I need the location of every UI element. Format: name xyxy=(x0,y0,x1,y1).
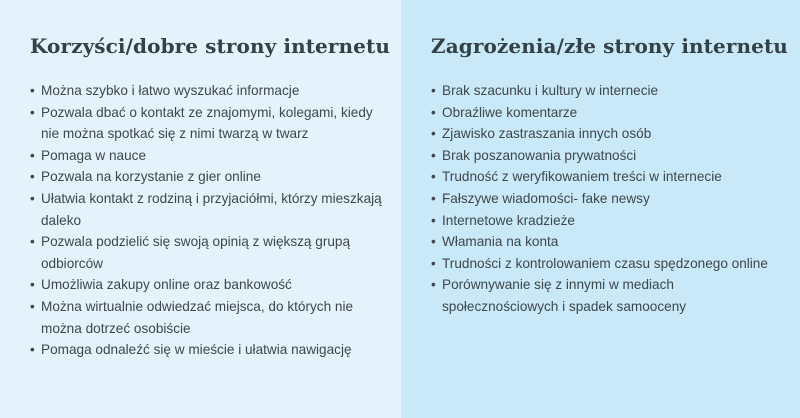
benefit-item: • Pozwala na korzystanie z gier online xyxy=(30,166,391,188)
benefit-item: • Pozwala podzielić się swoją opinią z większą grupą odbiorców xyxy=(30,231,391,274)
benefit-item: • Pomaga w nauce xyxy=(30,145,391,167)
risk-item: • Brak szacunku i kultury w internecie xyxy=(431,80,790,102)
benefit-item: • Można szybko i łatwo wyszukać informacje xyxy=(30,80,391,102)
benefit-item: • Pomaga odnaleźć się w mieście i ułatwia nawigację xyxy=(30,339,391,361)
risk-item: • Internetowe kradzieże xyxy=(431,210,790,232)
benefit-item: • Pozwala dbać o kontakt ze znajomymi, kolegami, kiedy nie można spotkać się z nimi twarzą w twarz xyxy=(30,102,391,145)
benefit-item: • Umożliwia zakupy online oraz bankowość xyxy=(30,274,391,296)
risk-item: • Obraźliwe komentarze xyxy=(431,102,790,124)
risk-item: • Zjawisko zastraszania innych osób xyxy=(431,123,790,145)
risks-heading: Zagrożenia/złe strony internetu xyxy=(431,34,788,58)
risk-item: • Trudność z weryfikowaniem treści w internecie xyxy=(431,166,790,188)
benefits-heading: Korzyści/dobre strony internetu xyxy=(30,34,390,58)
risks-column xyxy=(401,0,800,418)
risk-item: • Brak poszanowania prywatności xyxy=(431,145,790,167)
risk-item: • Włamania na konta xyxy=(431,231,790,253)
risk-item: • Fałszywe wiadomości- fake newsy xyxy=(431,188,790,210)
benefit-item: • Ułatwia kontakt z rodziną i przyjaciółmi, którzy mieszkają daleko xyxy=(30,188,391,231)
risk-item: • Porównywanie się z innymi w mediach społecznościowych i spadek samooceny xyxy=(431,274,790,317)
risks-list xyxy=(431,80,790,318)
benefit-item: • Można wirtualnie odwiedzać miejsca, do których nie można dotrzeć osobiście xyxy=(30,296,391,339)
risk-item: • Trudności z kontrolowaniem czasu spędzonego online xyxy=(431,253,790,275)
benefits-list xyxy=(30,80,391,361)
